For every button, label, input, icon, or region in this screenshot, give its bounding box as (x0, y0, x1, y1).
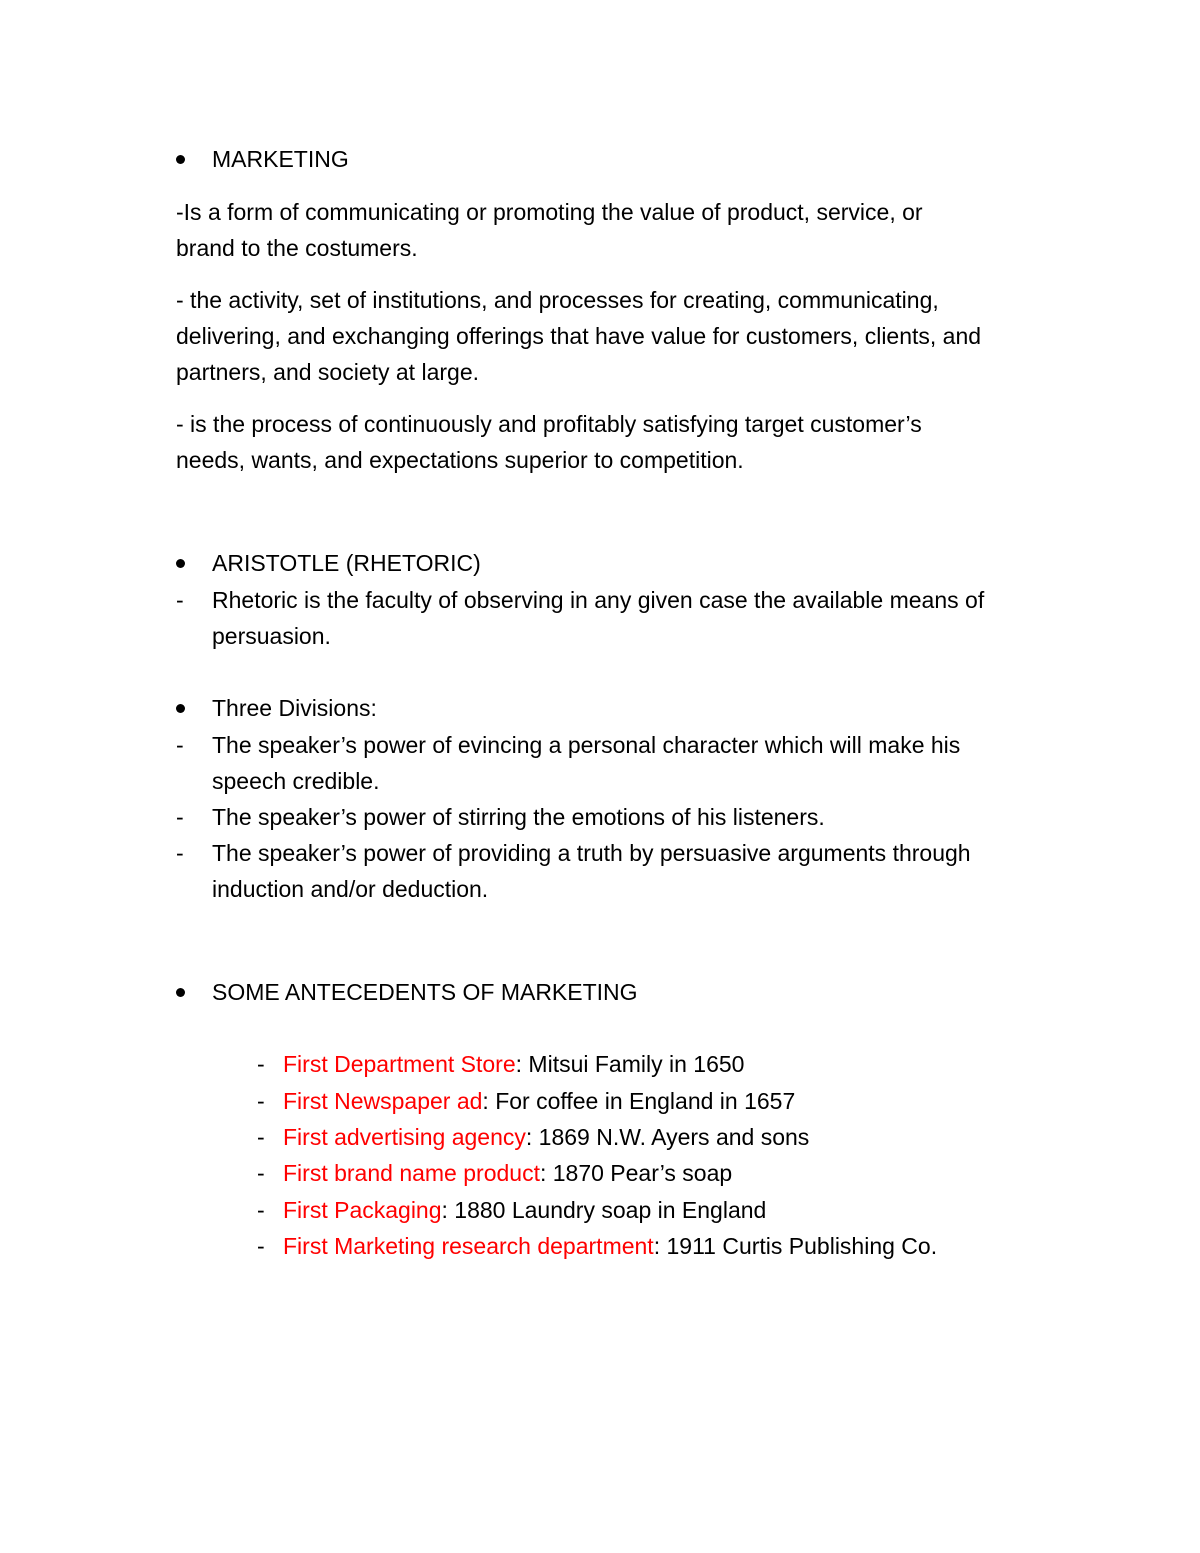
antecedent-item (283, 1228, 937, 1264)
antecedent-value: : 1869 N.W. Ayers and sons (525, 1124, 810, 1150)
antecedent-label: First Marketing research department (283, 1233, 654, 1259)
marketing-definition-3-line-1: - is the process of continuously and profitably satisfying target customer’s (176, 411, 922, 437)
antecedent-label: First brand name product (283, 1160, 540, 1186)
antecedent-label: First advertising agency (283, 1124, 526, 1150)
antecedent-item (283, 1119, 809, 1155)
marketing-definition-1-line-1: -Is a form of communicating or promoting the value of product, service, or (176, 199, 923, 225)
division-1-line-1: The speaker’s power of evincing a personal character which will make his (212, 732, 961, 758)
section-heading-divisions: Three Divisions: (212, 695, 377, 721)
antecedent-value: : For coffee in England in 1657 (482, 1088, 796, 1114)
aristotle-item-line-2: persuasion. (212, 623, 331, 649)
division-2-line-1: The speaker’s power of stirring the emotions of his listeners. (212, 804, 825, 830)
marketing-definition-1-line-2: brand to the costumers. (176, 235, 418, 261)
section-heading-aristotle: ARISTOTLE (RHETORIC) (212, 550, 481, 576)
dash-marker: - (257, 1124, 265, 1150)
dash-marker: - (257, 1088, 265, 1114)
bullet-icon (176, 155, 185, 164)
dash-marker: - (176, 804, 184, 830)
division-3-line-2: induction and/or deduction. (212, 876, 489, 902)
dash-marker: - (176, 840, 184, 866)
antecedent-value: : 1870 Pear’s soap (539, 1160, 733, 1186)
antecedent-value: : 1911 Curtis Publishing Co. (653, 1233, 938, 1259)
section-heading-antecedents: SOME ANTECEDENTS OF MARKETING (212, 979, 638, 1005)
antecedent-item (283, 1192, 766, 1228)
marketing-definition-2-line-1: - the activity, set of institutions, and processes for creating, communicating, (176, 287, 939, 313)
dash-marker: - (257, 1197, 265, 1223)
bullet-icon (176, 559, 185, 568)
dash-marker: - (257, 1233, 265, 1259)
antecedent-label: First Department Store (283, 1051, 516, 1077)
marketing-definition-2-line-2: delivering, and exchanging offerings that have value for customers, clients, and (176, 323, 982, 349)
dash-marker: - (176, 732, 184, 758)
aristotle-item-line-1: Rhetoric is the faculty of observing in any given case the available means of (212, 587, 985, 613)
antecedent-item (283, 1083, 795, 1119)
dash-marker: - (176, 587, 184, 613)
bullet-icon (176, 988, 185, 997)
antecedent-item (283, 1046, 744, 1082)
antecedent-value: : 1880 Laundry soap in England (441, 1197, 767, 1223)
marketing-definition-3-line-2: needs, wants, and expectations superior to competition. (176, 447, 744, 473)
division-1-line-2: speech credible. (212, 768, 380, 794)
division-3-line-1: The speaker’s power of providing a truth by persuasive arguments through (212, 840, 971, 866)
bullet-icon (176, 704, 185, 713)
antecedent-value: : Mitsui Family in 1650 (515, 1051, 745, 1077)
dash-marker: - (257, 1051, 265, 1077)
section-heading-marketing: MARKETING (212, 146, 349, 172)
antecedent-label: First Newspaper ad (283, 1088, 483, 1114)
antecedent-label: First Packaging (283, 1197, 442, 1223)
marketing-definition-2-line-3: partners, and society at large. (176, 359, 479, 385)
dash-marker: - (257, 1160, 265, 1186)
antecedent-item (283, 1155, 732, 1191)
